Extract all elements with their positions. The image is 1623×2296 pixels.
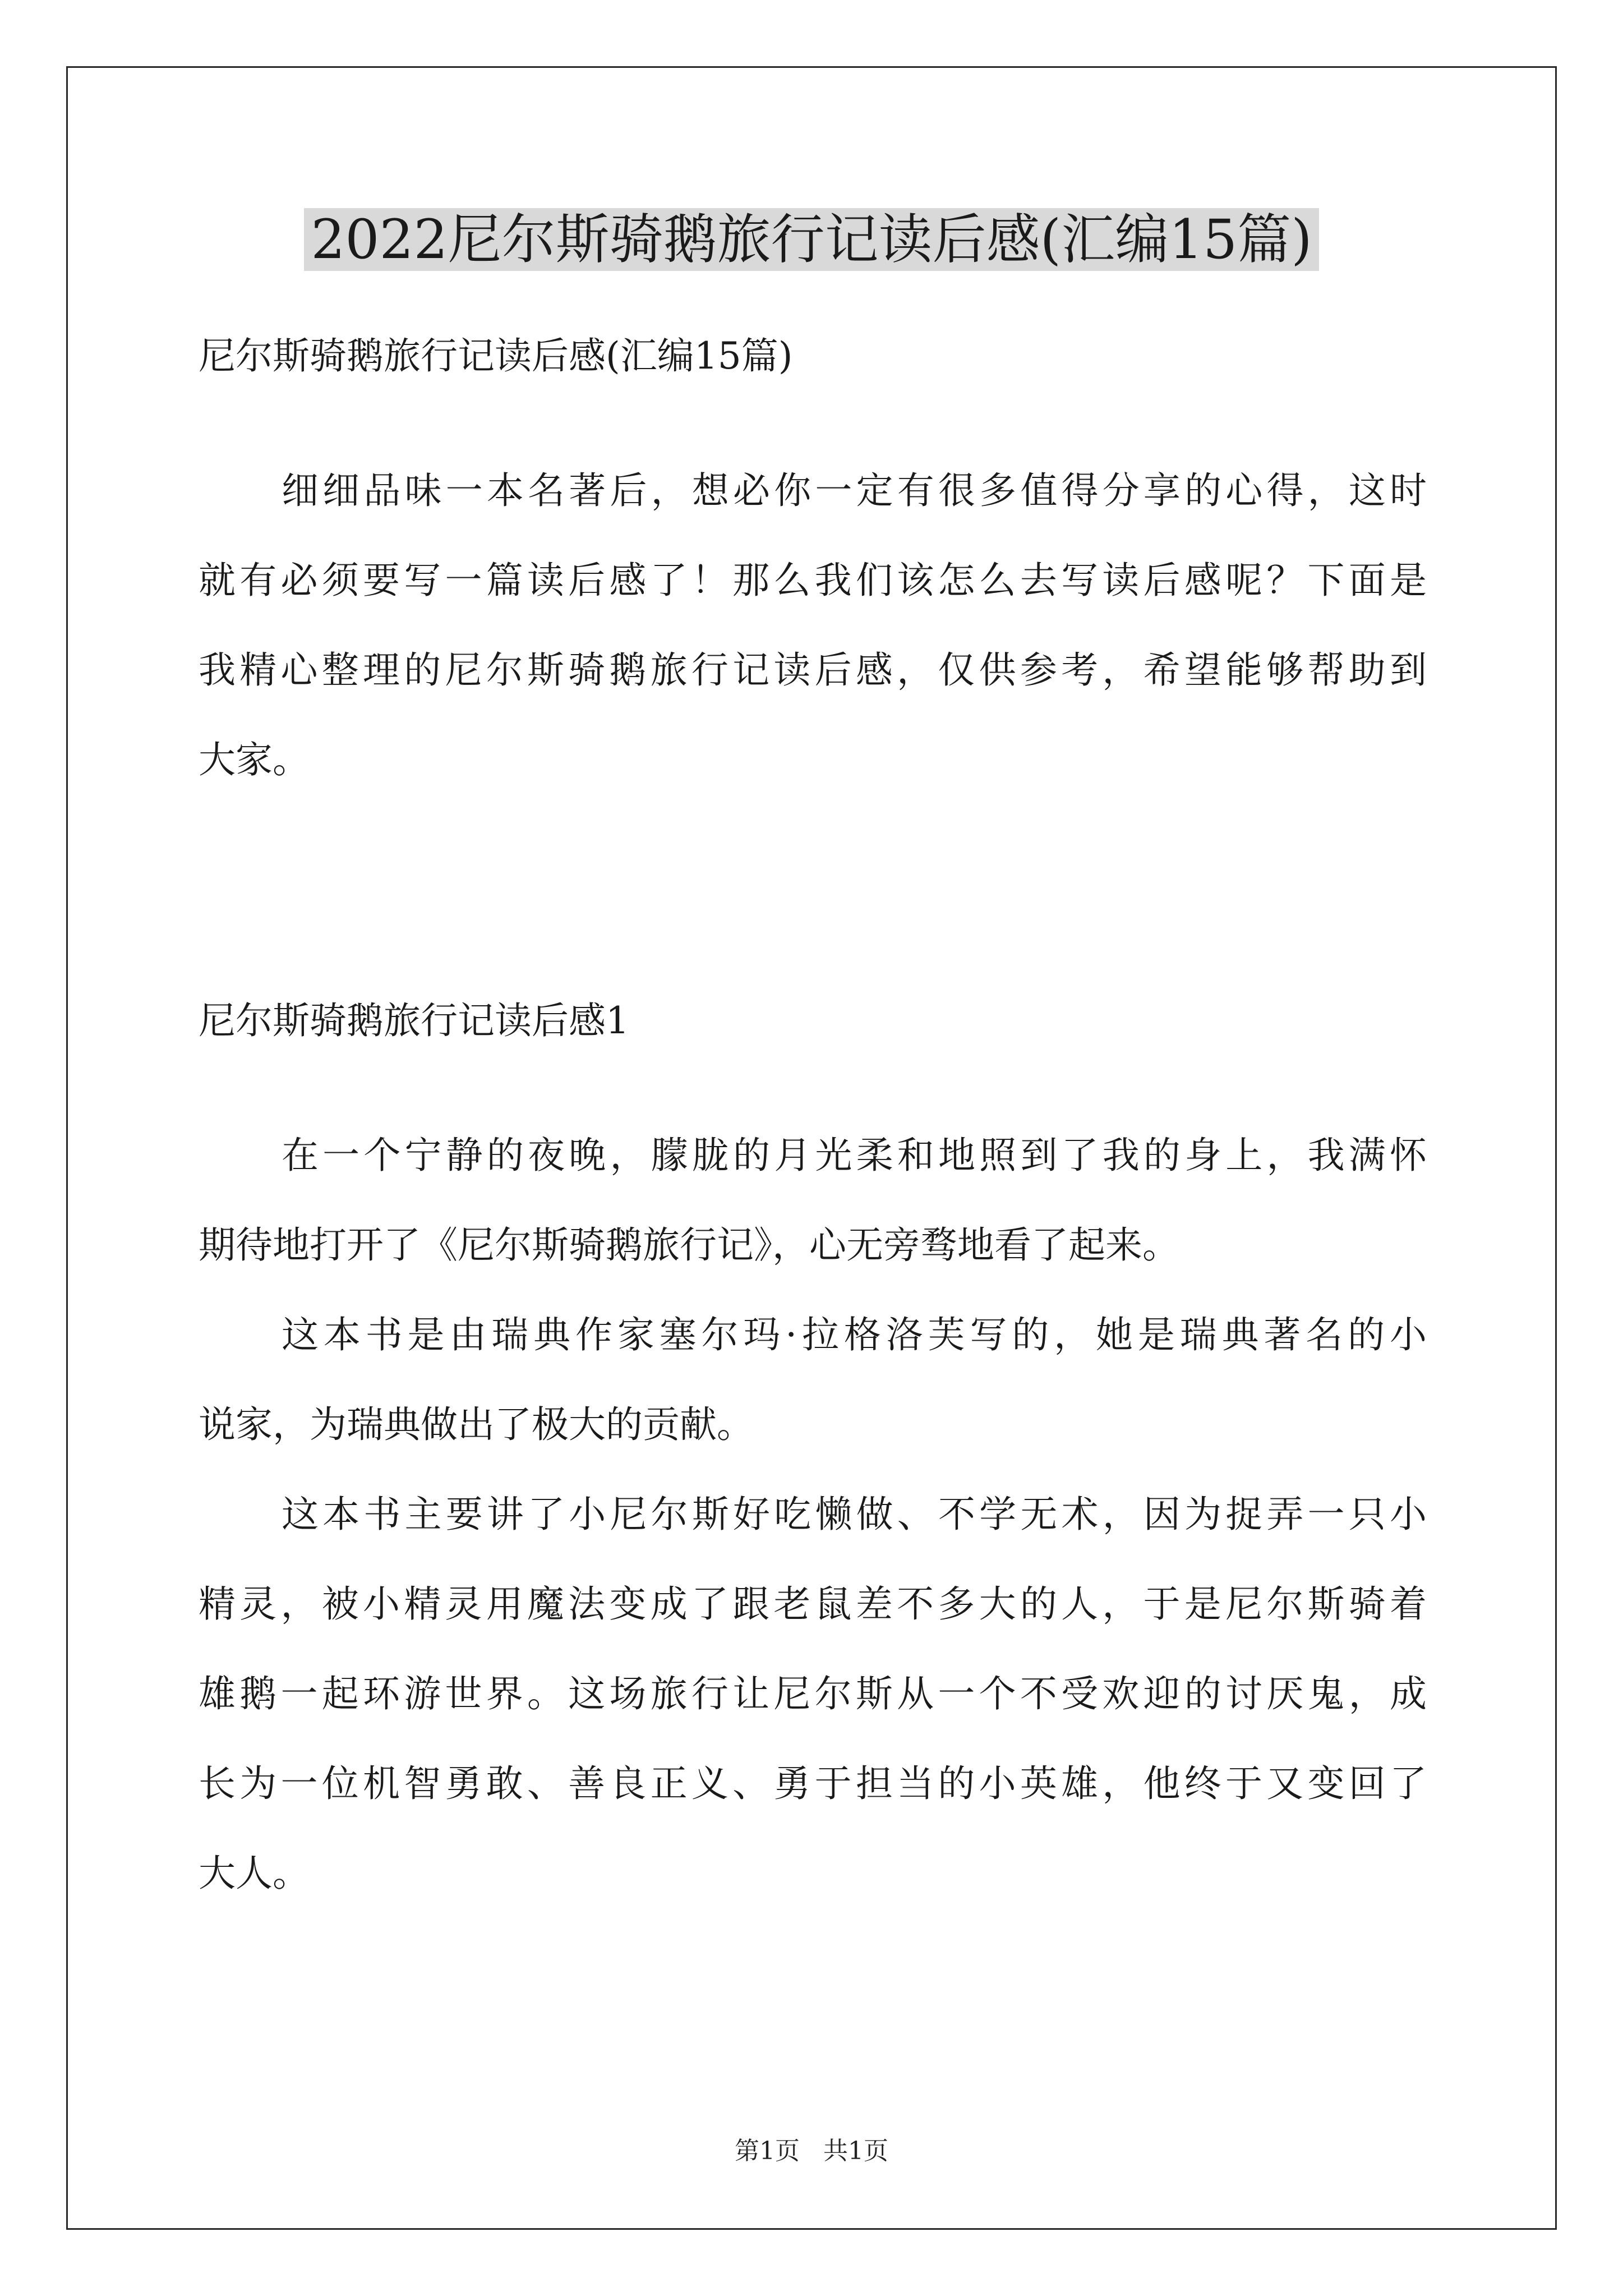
document-title: 2022尼尔斯骑鹅旅行记读后感(汇编15篇): [0, 200, 1623, 279]
paragraph-line: 说家，为瑞典做出了极大的贡献。: [199, 1403, 754, 1446]
paragraph-line: 期待地打开了《尼尔斯骑鹅旅行记》，心无旁骛地看了起来。: [199, 1223, 1179, 1267]
intro-line: 大家。: [199, 738, 310, 781]
paragraph-line: 雄鹅一起环游世界。这场旅行让尼尔斯从一个不受欢迎的讨厌鬼，成: [199, 1672, 1427, 1715]
paragraph-line: 在一个宁静的夜晚，朦胧的月光柔和地照到了我的身上，我满怀: [282, 1134, 1427, 1177]
intro-line: 我精心整理的尼尔斯骑鹅旅行记读后感，仅供参考，希望能够帮助到: [199, 648, 1427, 692]
intro-line: 细细品味一本名著后，想必你一定有很多值得分享的心得，这时: [282, 469, 1427, 512]
paragraph-line: 长为一位机智勇敢、善良正义、勇于担当的小英雄，他终于又变回了: [199, 1762, 1427, 1805]
section-heading: 尼尔斯骑鹅旅行记读后感1: [199, 999, 629, 1042]
document-subtitle: 尼尔斯骑鹅旅行记读后感(汇编15篇): [199, 334, 793, 378]
paragraph-line: 大人。: [199, 1852, 310, 1895]
paragraph-line: 这本书是由瑞典作家塞尔玛·拉格洛芙写的，她是瑞典著名的小: [282, 1313, 1427, 1356]
paragraph-line: 这本书主要讲了小尼尔斯好吃懒做、不学无术，因为捉弄一只小: [282, 1493, 1427, 1536]
intro-line: 就有必须要写一篇读后感了！那么我们该怎么去写读后感呢？下面是: [199, 559, 1427, 602]
page-footer: 第1页 共1页: [735, 2137, 888, 2165]
paragraph-line: 精灵，被小精灵用魔法变成了跟老鼠差不多大的人，于是尼尔斯骑着: [199, 1582, 1427, 1626]
